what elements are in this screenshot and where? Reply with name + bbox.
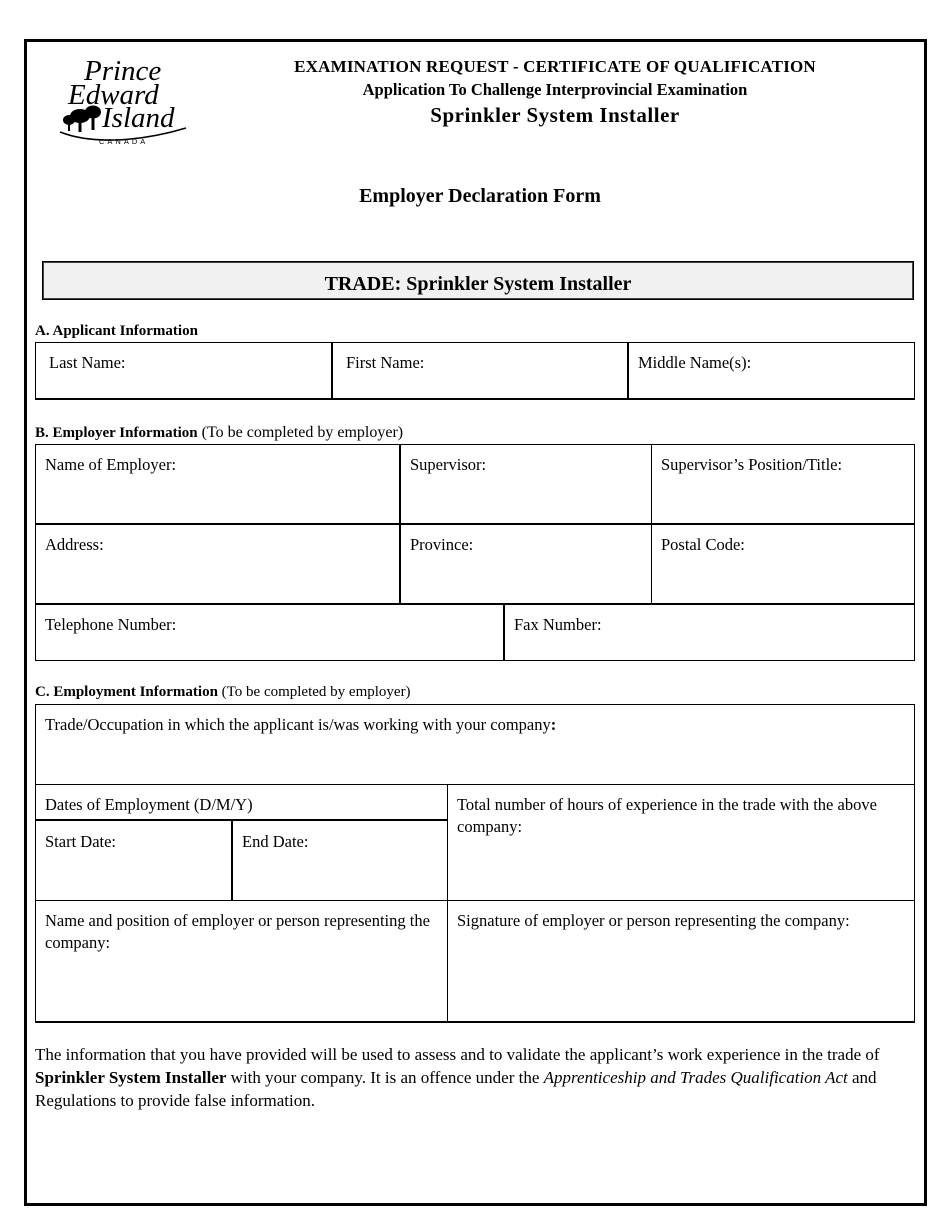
section-b-label: B. Employer Information xyxy=(35,425,198,441)
doc-subtitle: Application To Challenge Interprovincial Examination xyxy=(362,80,748,99)
declaration-part-2: with your company. It is an offence under the xyxy=(226,1068,544,1087)
fax-field[interactable]: Fax Number: xyxy=(503,604,915,661)
end-date-field[interactable]: End Date: xyxy=(231,820,448,901)
section-a-label: A. Applicant Information xyxy=(35,323,198,339)
logo-country: CANADA xyxy=(99,137,149,146)
trade-occupation-colon: : xyxy=(550,715,557,734)
doc-trade-heading: Sprinkler System Installer xyxy=(430,103,680,127)
province-field[interactable]: Province: xyxy=(399,524,652,605)
supervisor-title-field[interactable]: Supervisor’s Position/Title: xyxy=(651,444,915,525)
logo-line-1: Prince xyxy=(84,55,162,87)
logo-line-2: Edward xyxy=(68,79,159,111)
declaration-text xyxy=(35,1043,915,1112)
section-c-label: C. Employment Information xyxy=(35,684,218,700)
section-b-heading xyxy=(35,424,403,442)
section-c-note: (To be completed by employer) xyxy=(217,684,411,700)
total-hours-field[interactable]: Total number of hours of experience in the trade with the above company: xyxy=(447,784,915,901)
declaration-act: Apprenticeship and Trades Qualification Act xyxy=(543,1068,848,1087)
logo-line-3: Island xyxy=(102,102,175,134)
pei-logo xyxy=(56,54,196,150)
trade-occupation-label: Trade/Occupation in which the applicant is/was working with your company xyxy=(45,715,551,734)
form-title: Employer Declaration Form xyxy=(359,185,601,207)
dates-heading: Dates of Employment (D/M/Y) xyxy=(35,784,448,821)
trade-box: TRADE: Sprinkler System Installer xyxy=(42,261,914,300)
first-name-field[interactable]: First Name: xyxy=(331,342,628,400)
middle-name-field[interactable]: Middle Name(s): xyxy=(627,342,915,400)
section-b-note: (To be completed by employer) xyxy=(197,424,404,441)
signature-field[interactable]: Signature of employer or person representing the company: xyxy=(447,900,915,1023)
telephone-field[interactable]: Telephone Number: xyxy=(35,604,504,661)
declaration-part-3: and Regulations to provide false information. xyxy=(35,1068,877,1110)
section-c-heading xyxy=(35,684,411,701)
trade-occupation-field[interactable] xyxy=(35,704,915,785)
start-date-field[interactable]: Start Date: xyxy=(35,820,232,901)
declaration-part-1: The information that you have provided will be used to assess and to validate the applicant’s work experience in the trade of xyxy=(35,1045,880,1064)
rep-name-position-field[interactable]: Name and position of employer or person representing the company: xyxy=(35,900,448,1023)
address-field[interactable]: Address: xyxy=(35,524,400,605)
doc-title: EXAMINATION REQUEST - CERTIFICATE OF QUALIFICATION xyxy=(294,57,816,76)
postal-code-field[interactable]: Postal Code: xyxy=(651,524,915,605)
supervisor-field[interactable]: Supervisor: xyxy=(399,444,652,525)
section-a-heading xyxy=(35,323,198,340)
last-name-field[interactable]: Last Name: xyxy=(35,342,332,400)
employer-name-field[interactable]: Name of Employer: xyxy=(35,444,400,525)
declaration-trade: Sprinkler System Installer xyxy=(35,1068,227,1087)
